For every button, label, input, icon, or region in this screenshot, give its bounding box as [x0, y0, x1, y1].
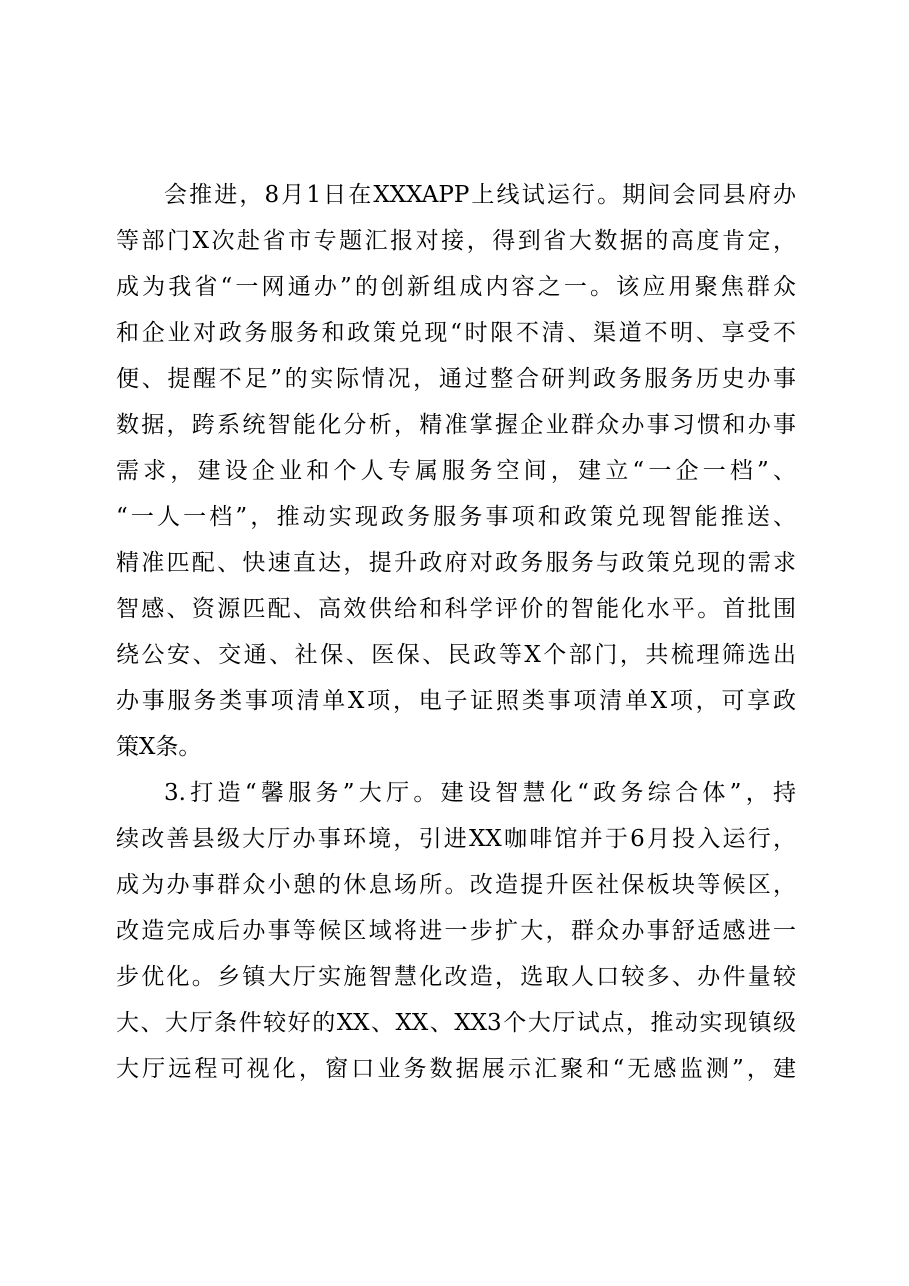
text-line-2: 等部门X次赴省市专题汇报对接，得到省大数据的高度肯定， [116, 228, 796, 254]
text-line-7: 需求，建设企业和个人专属服务空间，建立“一企一档”、 [116, 458, 796, 484]
text-line-17: 改造完成后办事等候区域将进一步扩大，群众办事舒适感进一 [116, 918, 796, 944]
text-line-13: 策X条。 [116, 734, 202, 760]
text-line-20: 大厅远程可视化，窗口业务数据展示汇聚和“无感监测”，建 [116, 1056, 796, 1082]
text-line-10: 智感、资源匹配、高效供给和科学评价的智能化水平。首批围 [116, 596, 796, 622]
text-line-12: 办事服务类事项清单X项，电子证照类事项清单X项，可享政 [116, 688, 796, 714]
text-line-6: 数据，跨系统智能化分析，精准掌握企业群众办事习惯和办事 [116, 412, 796, 438]
text-line-1: 会推进，8月1日在XXXAPP上线试运行。期间会同县府办 [164, 182, 796, 208]
text-line-5: 便、提醒不足”的实际情况，通过整合研判政务服务历史办事 [116, 366, 796, 392]
text-line-15: 续改善县级大厅办事环境，引进XX咖啡馆并于6月投入运行， [116, 826, 796, 852]
text-line-19: 大、大厅条件较好的XX、XX、XX3个大厅试点，推动实现镇级 [116, 1010, 796, 1036]
text-line-9: 精准匹配、快速直达，提升政府对政务服务与政策兑现的需求 [116, 550, 796, 576]
text-line-8: “一人一档”，推动实现政务服务事项和政策兑现智能推送、 [116, 504, 796, 530]
text-line-14: 3.打造“馨服务”大厅。建设智慧化“政务综合体”，持 [164, 780, 796, 806]
text-line-18: 步优化。乡镇大厅实施智慧化改造，选取人口较多、办件量较 [116, 964, 796, 990]
text-line-4: 和企业对政务服务和政策兑现“时限不清、渠道不明、享受不 [116, 320, 796, 346]
text-line-16: 成为办事群众小憩的休息场所。改造提升医社保板块等候区， [116, 872, 796, 898]
text-line-3: 成为我省“一网通办”的创新组成内容之一。该应用聚焦群众 [116, 274, 796, 300]
text-line-11: 绕公安、交通、社保、医保、民政等X个部门，共梳理筛选出 [116, 642, 796, 668]
